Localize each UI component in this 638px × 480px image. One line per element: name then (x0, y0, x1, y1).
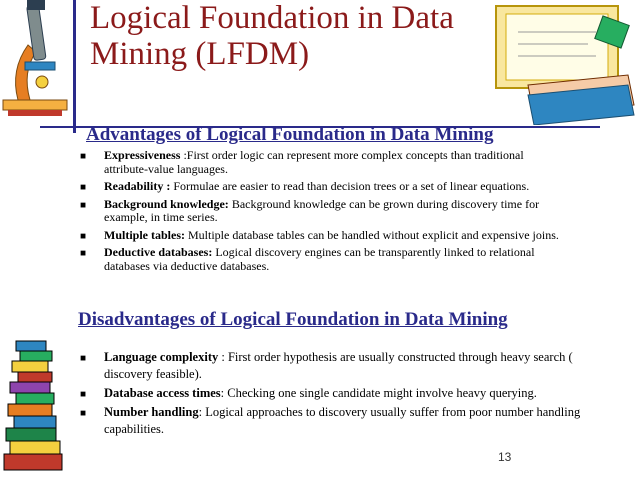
item-term: Expressiveness (104, 148, 181, 162)
item-term: Database access times (104, 386, 221, 400)
item-text: : Logical approaches to discovery usually suffer from poor number handling capabilities. (104, 405, 581, 436)
bullet-icon: ■ (80, 408, 87, 419)
bullet-icon: ■ (80, 353, 87, 364)
bullet-icon: ■ (80, 230, 87, 242)
bullet-icon: ■ (80, 199, 87, 211)
bullet-icon: ■ (80, 151, 87, 162)
certificate-book-clipart-icon (488, 0, 638, 125)
list-item (80, 198, 570, 225)
list-item (80, 246, 570, 273)
item-term: Language complexity (104, 350, 219, 364)
microscope-clipart-icon (0, 0, 70, 135)
item-term: Background knowledge: (104, 196, 229, 211)
book-stack-clipart-icon (0, 335, 70, 480)
item-text: :First order logic can represent more complex concepts than traditional attribute-value languages. (104, 148, 524, 176)
disadvantages-heading: Disadvantages of Logical Foundation in Data Mining (78, 309, 508, 330)
item-text: Formulae are easier to read than decision trees or a set of linear equations. (170, 179, 530, 193)
list-item (80, 180, 570, 194)
title-vertical-rule (73, 0, 76, 133)
slide-title: Logical Foundation in Data Mining (LFDM) (90, 0, 454, 72)
list-item (80, 149, 570, 176)
item-term: Deductive databases: (104, 245, 213, 259)
item-text: Logical discovery engines can be transparently linked to relational databases via deductive databases. (104, 245, 535, 273)
list-item (80, 229, 570, 243)
page-number: 13 (498, 450, 512, 464)
list-item (80, 385, 595, 402)
list-item (80, 349, 595, 383)
item-text: Background knowledge can be grown during discovery time for example, in time series. (104, 196, 540, 224)
item-term: Multiple tables: (104, 227, 185, 242)
disadvantages-list (80, 349, 595, 440)
item-text: : Checking one single candidate might involve heavy querying. (220, 386, 537, 400)
item-text: Multiple database tables can be handled without explicit and expensive joins. (185, 227, 559, 242)
advantages-list (80, 149, 570, 277)
advantages-heading: Advantages of Logical Foundation in Data Mining (86, 124, 494, 145)
list-item (80, 404, 595, 438)
bullet-icon: ■ (80, 182, 87, 193)
bullet-icon: ■ (80, 389, 87, 400)
bullet-icon: ■ (80, 248, 87, 259)
item-term: Number handling (104, 405, 199, 419)
item-term: Readability : (104, 179, 171, 193)
item-text: : First order hypothesis are usually constructed through heavy search ( discovery feasible). (104, 350, 573, 381)
